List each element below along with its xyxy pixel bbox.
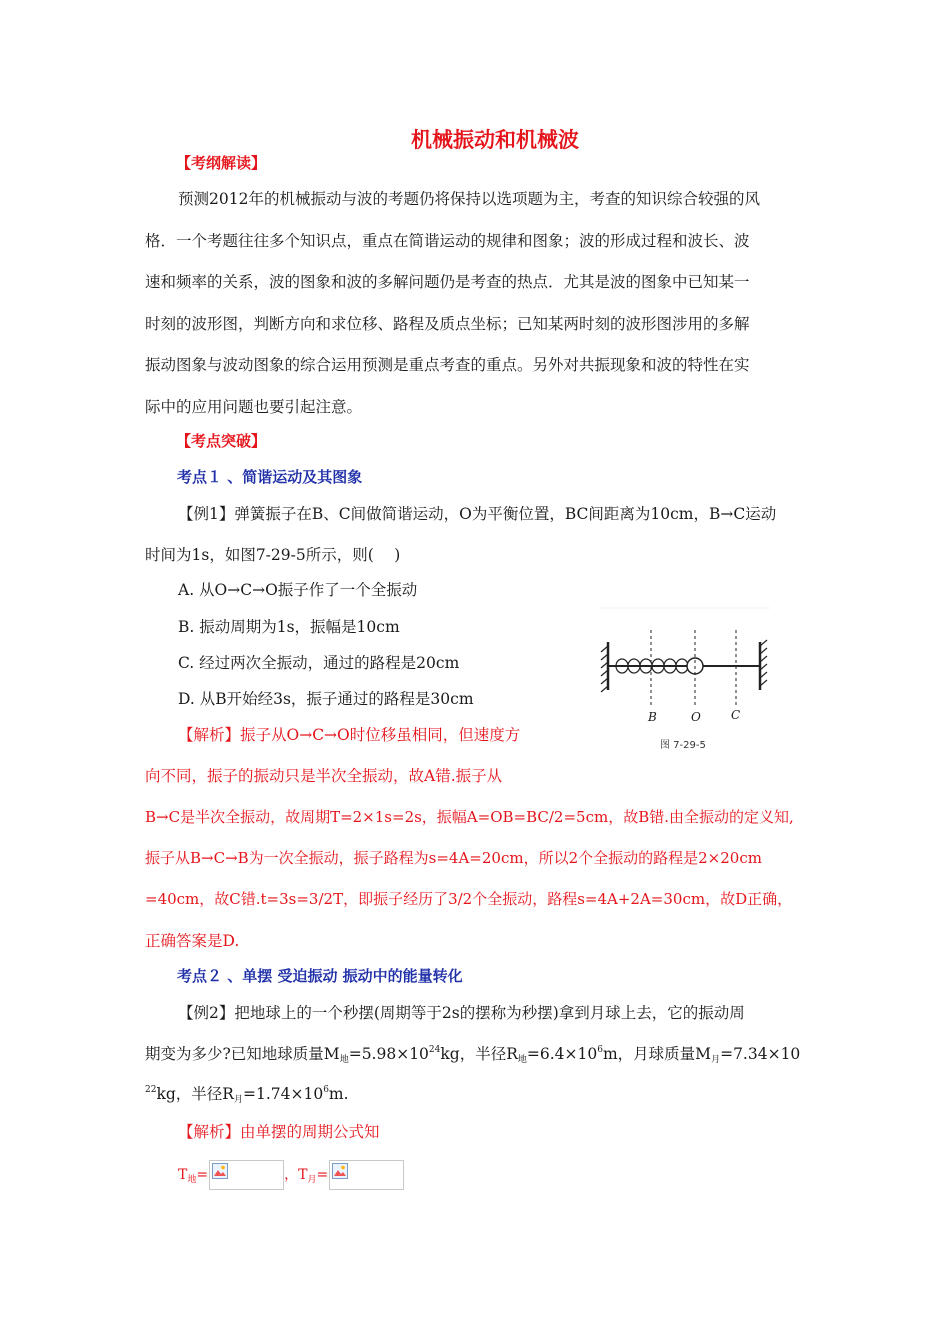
section-heading-breakthrough: 【考点突破】	[176, 432, 267, 450]
solution-1-line: 向不同，振子的振动只是半次全振动，故A错.振子从	[145, 767, 503, 785]
paragraph-line: 时刻的波形图，判断方向和求位移、路程及质点坐标；已知某两时刻的波形图涉用的多解	[145, 315, 750, 333]
example-1-line: 【例1】弹簧振子在B、C间做简谐运动，O为平衡位置，BC间距离为10cm，B→C运动	[178, 505, 777, 523]
paragraph-line: 格．一个考题往往多个知识点，重点在简谐运动的规律和图象；波的形成过程和波长、波	[145, 232, 750, 250]
spring-diagram	[598, 606, 772, 756]
solution-1-line: =40cm，故C错.t=3s=3/2T，即振子经历了3/2个全振动，路程s=4A+2A=30cm，故D正确，	[145, 890, 793, 908]
period-formula-row: $T_地=$ ，$T_月=$	[178, 1160, 404, 1190]
solution-1-line: B→C是半次全振动，故周期T=2×1s=2s，振幅A=OB=BC/2=5cm，故B错.由全振动的定义知,	[145, 808, 794, 826]
broken-image-icon	[332, 1163, 348, 1179]
label-o: O	[691, 710, 701, 724]
example-2-line: 期变为多少?已知地球质量$M_地=5.98\times 10^{24}kg$，半径$R_地=6.4\times 10^6m$，月球质量$M_月=7.34\times 10$	[145, 1045, 801, 1065]
example-1-line: 时间为1s，如图7-29-5所示，则( )	[145, 546, 401, 564]
example-2-line: 【例2】把地球上的一个秒摆(周期等于2s的摆称为秒摆)拿到月球上去，它的振动周	[178, 1004, 745, 1022]
key-point-2-heading: 考点２ 、单摆 受迫振动 振动中的能量转化	[177, 967, 463, 985]
solution-2-line: 【解析】由单摆的周期公式知	[178, 1123, 380, 1141]
broken-image-icon	[212, 1163, 228, 1179]
option-a: A. 从O→C→O振子作了一个全振动	[178, 581, 418, 599]
option-d: D. 从B开始经3s，振子通过的路程是30cm	[178, 690, 474, 708]
solution-1-line: 振子从B→C→B为一次全振动，振子路程为s=4A=20cm，所以2个全振动的路程是2×20cm	[145, 849, 762, 867]
spring-oscillator-figure	[598, 606, 772, 756]
option-b: B. 振动周期为1s，振幅是10cm	[178, 618, 400, 636]
paragraph-line: 振动图象与波动图象的综合运用预测是重点考查的重点。另外对共振现象和波的特性在实	[145, 356, 750, 374]
label-b: B	[648, 710, 657, 724]
page-title: 机械振动和机械波	[411, 127, 579, 152]
example-2-line: $^{22}$kg，半径$R_月=1.74\times 10^6m$.	[145, 1085, 349, 1105]
option-c: C. 经过两次全振动，通过的路程是20cm	[178, 654, 460, 672]
solution-1-line: 【解析】振子从O→C→O时位移虽相同，但速度方	[178, 726, 521, 744]
key-point-1-heading: 考点１ 、简谐运动及其图象	[177, 468, 363, 486]
paragraph-line: 速和频率的关系，波的图象和波的多解问题仍是考查的热点．尤其是波的图象中已知某一	[145, 273, 750, 291]
paragraph-line: 预测2012年的机械振动与波的考题仍将保持以选项题为主，考查的知识综合较强的风	[178, 190, 760, 208]
paragraph-line: 际中的应用问题也要引起注意。	[145, 398, 363, 416]
label-c: C	[731, 708, 741, 722]
formula-image-placeholder	[209, 1160, 284, 1190]
formula-image-placeholder	[329, 1160, 404, 1190]
solution-1-line: 正确答案是D.	[145, 932, 240, 950]
section-heading-syllabus: 【考纲解读】	[176, 154, 267, 172]
figure-caption: 图 7-29-5	[660, 740, 706, 751]
